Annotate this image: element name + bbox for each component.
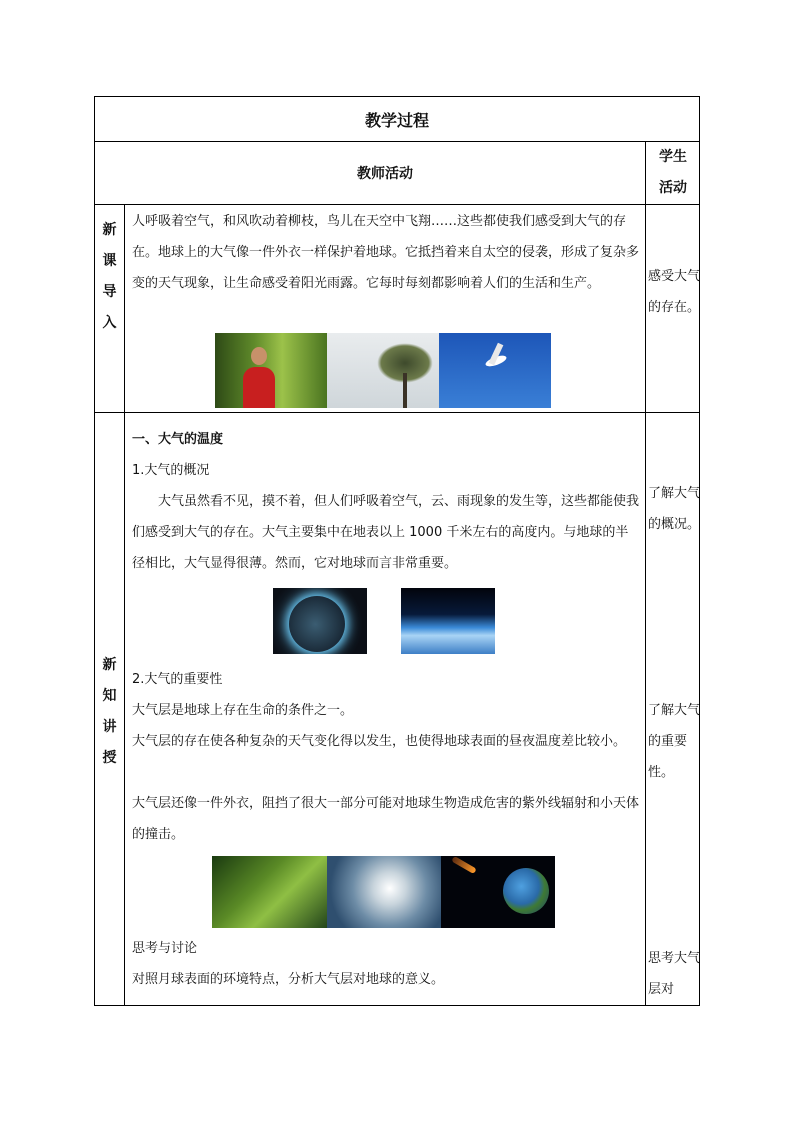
- photo-earth-atmosphere: [273, 588, 367, 654]
- photo-woman-forest: [215, 333, 327, 408]
- photo-hurricane: [327, 856, 441, 928]
- student-activity-overview: 了解大气的概况。: [648, 486, 701, 532]
- student-activity-importance: 了解大气的重要性。: [648, 703, 701, 780]
- photo-earth-horizon: [401, 588, 495, 654]
- row-divider: [95, 204, 699, 205]
- section-label-intro: [95, 215, 124, 339]
- section-label-intro-text: 新课导入: [102, 222, 117, 331]
- discussion-text: 对照月球表面的环境特点，分析大气层对地球的意义。: [132, 972, 445, 987]
- photo-wind-tree: [327, 333, 439, 408]
- row-divider: [95, 412, 699, 413]
- subsection-1-title: 1.大气的概况: [132, 463, 210, 478]
- photo-meteor-earth: [441, 856, 555, 928]
- section-label-lesson: [95, 650, 124, 774]
- subsection-1-paragraph: 大气虽然看不见，摸不着，但人们呼吸着空气，云、雨现象的发生等，这些都能使我们感受到大气的存在。大气主要集中在地表以上 1000 千米左右的高度内。与地球的半径相比，大气显得很薄。然而，它对地球而言非常重要。: [132, 494, 640, 571]
- header-student-text: 学生活动: [659, 149, 687, 196]
- column-divider: [645, 141, 646, 1005]
- teaching-process-table: [94, 96, 700, 1006]
- importance-line-1: 大气层是地球上存在生命的条件之一。: [132, 703, 354, 718]
- photo-green-plants: [212, 856, 327, 928]
- student-activity-intro: 感受大气的存在。: [648, 269, 701, 315]
- student-activity-discussion: 思考大气层对: [648, 951, 701, 997]
- photo-seagull: [439, 333, 551, 408]
- lesson-heading: 一、大气的温度: [132, 432, 224, 447]
- intro-paragraph: 人呼吸着空气，和风吹动着柳枝，鸟儿在天空中飞翔……这些都使我们感受到大气的存在。地球上的大气像一件外衣一样保护着地球。它抵挡着来自太空的侵袭，形成了复杂多变的天气现象，让生命感受着阳光雨露。它每时每刻都影响着人们的生活和生产。: [132, 214, 640, 291]
- importance-line-3: 大气层还像一件外衣，阻挡了很大一部分可能对地球生物造成危害的紫外线辐射和小天体的撞击。: [132, 796, 640, 842]
- header-teacher-activity: 教师活动: [357, 166, 413, 182]
- section-label-lesson-text: 新知讲授: [102, 657, 117, 766]
- subsection-2-title: 2.大气的重要性: [132, 672, 223, 687]
- table-title: 教学过程: [364, 110, 429, 130]
- column-divider: [124, 204, 125, 1005]
- header-student-activity: [646, 142, 700, 204]
- discussion-title: 思考与讨论: [132, 941, 198, 956]
- importance-line-2: 大气层的存在使各种复杂的天气变化得以发生，也使得地球表面的昼夜温度差比较小。: [132, 734, 627, 749]
